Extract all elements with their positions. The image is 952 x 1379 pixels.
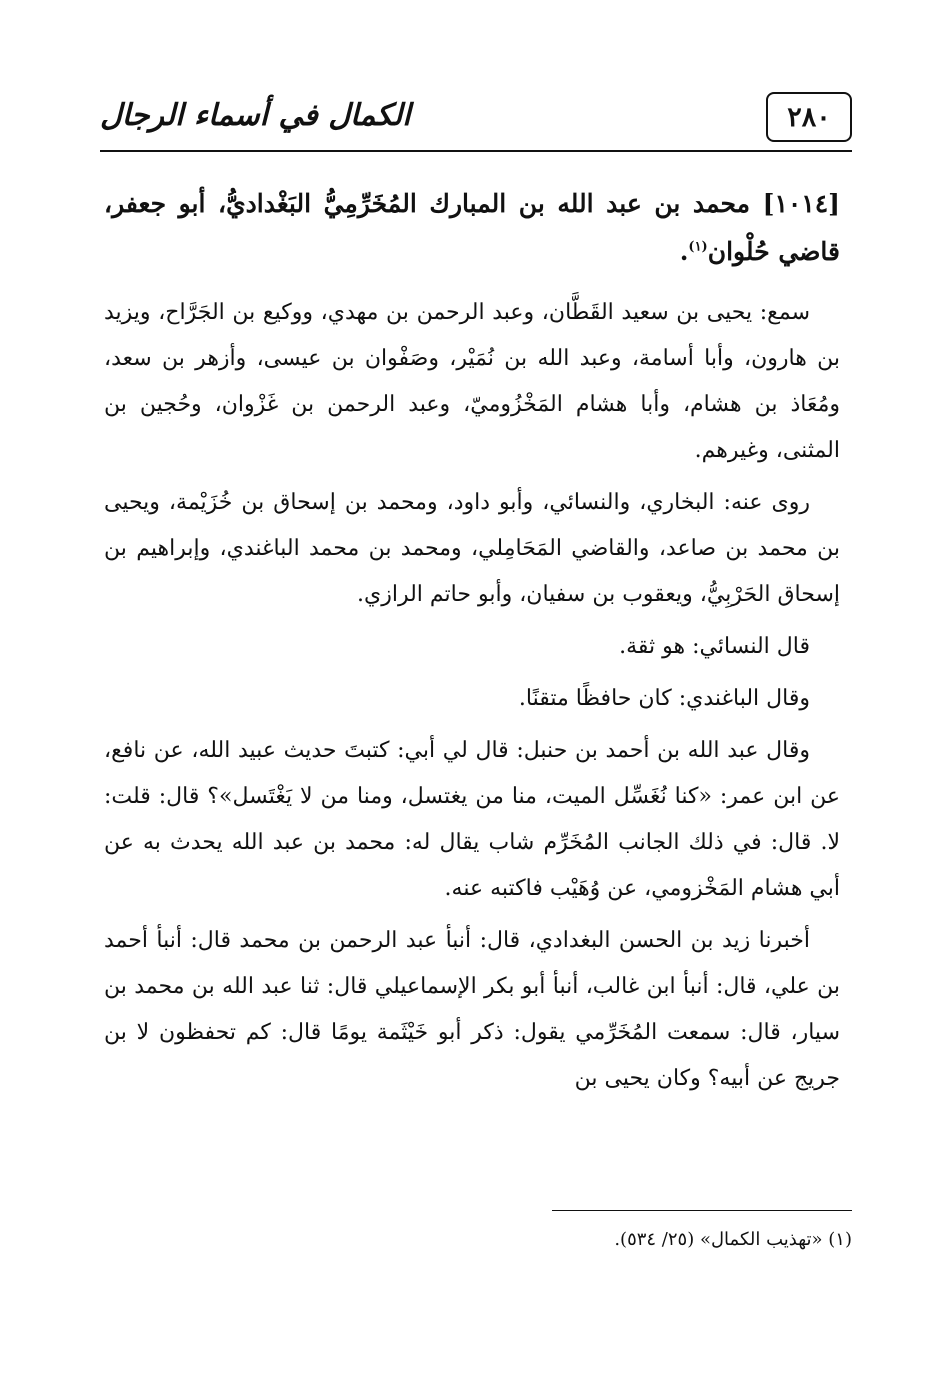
page-number: ٢٨٠ [766, 92, 852, 142]
main-text [104, 180, 840, 1108]
paragraph-abdullah: وقال عبد الله بن أحمد بن حنبل: قال لي أبي: كتبتَ حديث عبيد الله، عن نافع، عن ابن عمر: «كنا نُغَسِّل الميت، منا من يغتسل، ومنا من لا يَغْتَسل»؟ قال: قلت: لا. قال: في ذلك الجانب المُخَرِّم شاب يقال له: محمد بن عبد الله يحدث به عن أبي هشام المَخْزومي، عن وُهَيْب فاكتبه عنه. [104, 738, 840, 901]
entry-heading [104, 180, 840, 276]
footnote-reference: (١) [688, 239, 708, 255]
header-divider [100, 150, 852, 152]
paragraph-baghandi: وقال الباغندي: كان حافظًا متقنًا. [518, 686, 810, 711]
entry-heading-end: . [679, 237, 689, 266]
paragraph-teachers: سمع: يحيى بن سعيد القَطَّان، وعبد الرحمن بن مهدي، ووكيع بن الجَرَّاح، ويزيد بن هارون، وأبا أسامة، وعبد الله بن نُمَيْر، وصَفْوان بن عيسى، وأزهر بن سعد، ومُعَاذ بن هشام، وأبا هشام المَخْزُوميّ، وعبد الرحمن بن غَزْوان، وحُجين بن المثنى، وغيرهم. [104, 300, 840, 463]
paragraph-nasai: قال النسائي: هو ثقة. [619, 634, 810, 659]
paragraph-isnad: أخبرنا زيد بن الحسن البغدادي، قال: أنبأ عبد الرحمن بن محمد قال: أنبأ أحمد بن علي، قال: أنبأ ابن غالب، أنبأ أبو بكر الإسماعيلي قال: ثنا عبد الله بن محمد بن سيار، قال: سمعت المُخَرِّمي يقول: ذكر أبو خَيْثَمة يومًا قال: كم تحفظون لا بن جريج عن أبيه؟ وكان يحيى بن [104, 928, 840, 1091]
footnote: (١) «تهذيب الكمال» (٢٥/ ٥٣٤). [614, 1229, 852, 1250]
entry-heading-text: [١٠١٤] محمد بن عبد الله بن المبارك المُخَرِّمِيُّ البَغْداديُّ، أبو جعفر، قاضي حُلْوان [104, 189, 840, 266]
page-header [100, 92, 852, 152]
paragraph-students: روى عنه: البخاري، والنسائي، وأبو داود، ومحمد بن إسحاق بن خُزَيْمة، ويحيى بن محمد بن صاعد، والقاضي المَحَامِلي، ومحمد بن محمد الباغندي، وإبراهيم بن إسحاق الحَرْبِيُّ، ويعقوب بن سفيان، وأبو حاتم الرازي. [104, 490, 840, 607]
running-title: الكمال في أسماء الرجال [100, 98, 411, 133]
footnote-divider [552, 1210, 852, 1211]
